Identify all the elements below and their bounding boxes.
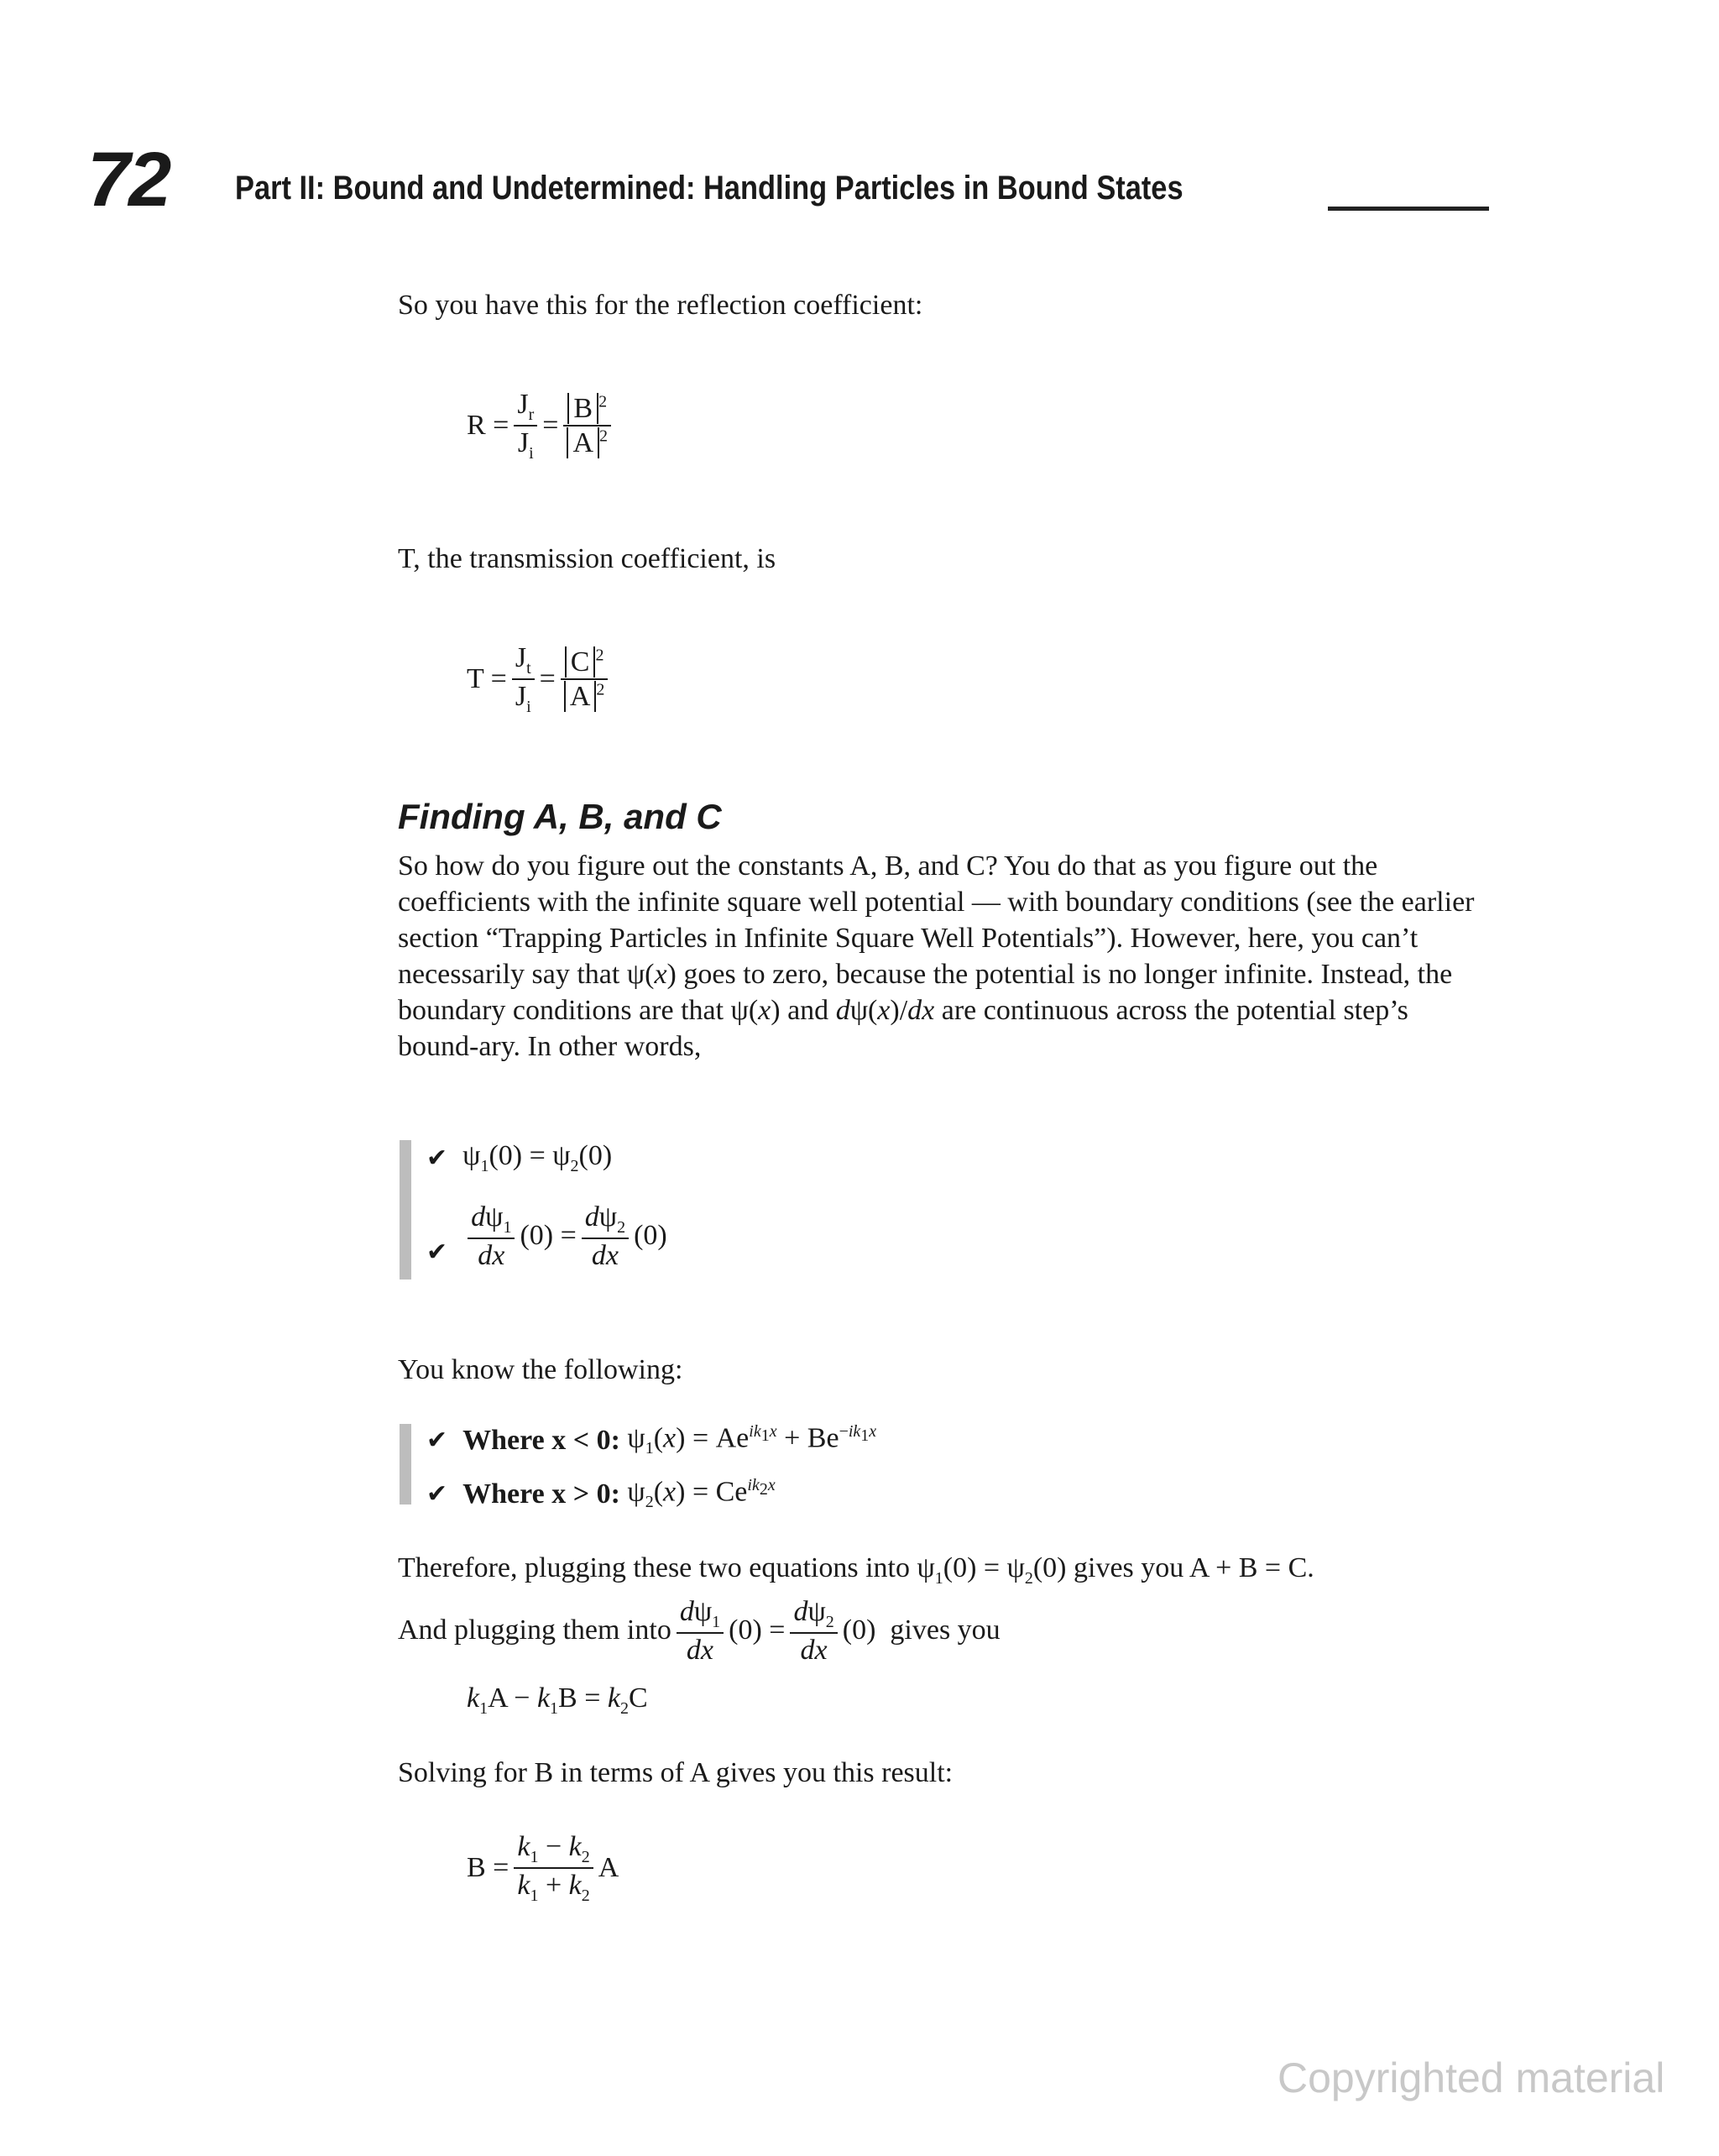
plugging-line: And plugging them into $\frac{d\psi_1}{dx}$ (0) = $\frac{d\psi_2}{dx}$ (0) gives you [398, 1596, 1001, 1666]
boundary-paragraph: So how do you figure out the constants A, B, and C? You do that as you figure out the coefficients with the infinite square well potential — with boundary conditions (see the earlier section “Trapping Particles in Infinite Square Well Potentials”). However, here, you can’t necessarily say that ψ(x) goes to zero, because the potential is no longer infinite. Instead, the boundary conditions are that ψ(x) and dψ(x)/dx are continuous across the potential step’s bound-ary. In other words, [398, 850, 1475, 1062]
therefore-line: Therefore, plugging these two equations into $\psi_1(0) = \psi_2(0)$ gives you A + B = C. [398, 1552, 1314, 1588]
bullet-list-bar [400, 1140, 411, 1279]
page-number: 72 [87, 137, 170, 222]
list-item: ✔ Where x > 0: $\psi_2(x) = Ce^{ik_2x}$ [426, 1476, 776, 1512]
checkmark-icon: ✔ [426, 1143, 448, 1173]
checkmark-icon: ✔ [426, 1426, 448, 1456]
header-rule [1328, 207, 1489, 211]
reflection-equation: R = $\frac{J_r}{J_i}$ = $\frac{B ^2}{A ^2}$ [467, 388, 616, 463]
section-title: Finding A, B, and C [398, 797, 722, 836]
list-item: ✔ $\frac{d\psi_1}{dx}$ (0) = $\frac{d\psi_2}{dx}$ (0) [426, 1201, 667, 1271]
transmission-equation: T = $\frac{J_t}{J_i}$ = $\frac{C ^2}{A ^2}$ [467, 641, 613, 717]
transmission-intro: T, the transmission coefficient, is [398, 543, 776, 574]
know-following: You know the following: [398, 1354, 683, 1385]
solving-intro: Solving for B in terms of A gives you this result: [398, 1757, 954, 1788]
checkmark-icon: ✔ [426, 1479, 448, 1510]
list-item: ✔ Where x < 0: $\psi_1(x) = Ae^{ik_1x} + Be^{-ik_1x}$ [426, 1422, 877, 1458]
k-equation: $k_1A - k_1B = k_2C$ [467, 1682, 648, 1718]
bullet-list-bar [400, 1424, 411, 1504]
copyright-watermark: Copyrighted material [1277, 2054, 1665, 2101]
checkmark-icon: ✔ [426, 1237, 448, 1267]
b-equation: B = $\frac{k_1 - k_2}{k_1 + k_2}$ A [467, 1831, 619, 1905]
reflection-intro: So you have this for the reflection coefficient: [398, 290, 923, 321]
list-item: ✔ $\psi_1(0) = \psi_2(0)$ [426, 1140, 613, 1175]
running-head: Part II: Bound and Undetermined: Handling Particles in Bound States [235, 170, 1183, 207]
